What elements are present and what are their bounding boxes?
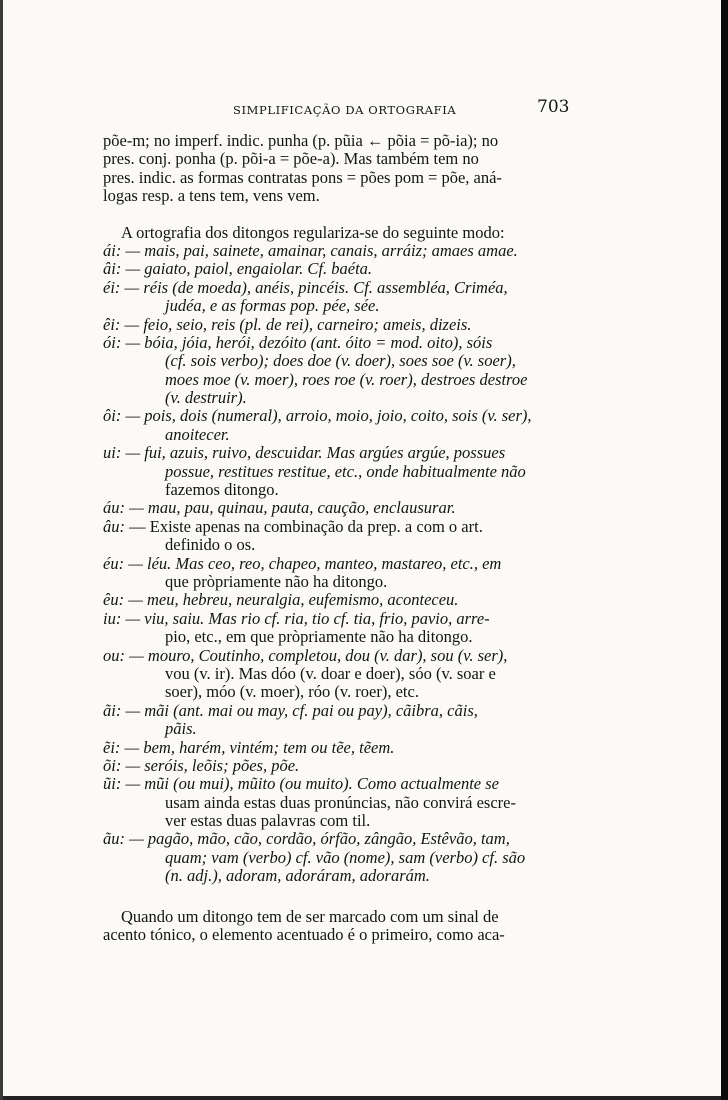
entry-key: ái: [103,240,122,260]
entry-text: fazemos ditongo. [165,480,279,500]
diphthong-entry [103,407,583,444]
entry-key: ui: [103,443,122,463]
page-number: 703 [537,97,570,117]
entry-key: ói: [103,332,122,352]
entry-text: soer), móo (v. moer), róo (v. roer), etc. [165,682,419,702]
diphthong-entry [103,702,583,739]
entry-key: éu: [103,553,125,573]
diphthong-entry [103,242,583,260]
entry-text: — seróis, leõis; pões, põe. [125,755,300,775]
entry-text: pio, etc., em que pròpriamente não ha ditongo. [165,627,473,647]
intro-line: logas resp. a tens tem, vens vem. [103,186,320,206]
diphthong-entry [103,334,583,408]
diphthong-entry [103,279,583,316]
entry-text: — Existe apenas na combinação da prep. a com o art. [129,516,483,536]
entry-key: ou: [103,645,125,665]
entry-key: âi: [103,259,122,279]
entry-key: õi: [103,755,122,775]
header-title: SIMPLIFICAÇÃO DA ORTOGRAFIA [233,103,457,117]
body-text [103,132,583,944]
entry-text: — pois, dois (numeral), arroio, moio, joio, coito, sois (v. ser), [125,406,532,426]
intro-paragraph [103,132,583,206]
entry-text: — mouro, Coutinho, completou, dou (v. dar), sou (v. ser), [129,645,508,665]
closing-paragraph [103,908,583,945]
diphthong-entry [103,591,583,609]
entry-text: vou (v. ir). Mas dóo (v. doar e doer), sóo (v. soar e [165,663,496,683]
entry-key: ôi: [103,406,122,426]
diphthong-entry [103,518,583,555]
closing-line: acento tónico, o elemento acentuado é o primeiro, como aca- [103,925,505,945]
diphthong-entry [103,830,583,885]
entry-text: que pròpriamente não ha ditongo. [165,571,388,591]
entry-key: áu: [103,498,125,518]
entry-text: — pagão, mão, cão, cordão, órfão, zângão, Estêvão, tam, [129,829,510,849]
entry-key: iu: [103,608,122,628]
entry-text: — feio, seio, reis (pl. de rei), carneiro; ameis, dizeis. [124,314,472,334]
entry-key: êu: [103,590,125,610]
entry-key: ũi: [103,774,122,794]
diphthong-entry [103,444,583,499]
diphthong-entry [103,316,583,334]
entry-text: (n. adj.), adoram, adoráram, adorarám. [165,866,430,886]
entry-key: ãu: [103,829,125,849]
entry-text: (cf. sois verbo); does doe (v. doer), soes soe (v. soer), [165,351,516,371]
diphthong-entry [103,260,583,278]
entry-text: quam; vam (verbo) cf. vão (nome), sam (verbo) cf. são [165,847,526,867]
entry-text: — fui, azuis, ruivo, descuidar. Mas argúes argúe, possues [125,443,506,463]
intro-line: pres. conj. ponha (p. põi-a = põe-a). Mas também tem no [103,149,479,169]
intro-line: pres. indic. as formas contratas pons = pões pom = põe, aná- [103,167,502,187]
diphthong-entry [103,757,583,775]
entry-key: éi: [103,277,121,297]
entry-text: — léu. Mas ceo, reo, chapeo, manteo, mastareo, etc., em [128,553,502,573]
entry-key: âu: [103,516,125,536]
entry-text: — mãi (ant. mai ou may, cf. pai ou pay), cãibra, cãis, [125,700,478,720]
diphthong-entry [103,775,583,830]
entry-text: — mũi (ou mui), mũito (ou muito). Como actualmente se [125,774,499,794]
diphthong-entry [103,555,583,592]
entry-key: ãi: [103,700,122,720]
entry-text: pãis. [165,719,197,739]
entry-text: — viu, saiu. Mas rio cf. ria, tio cf. tia, frio, pavio, arre- [125,608,490,628]
entry-text: usam ainda estas duas pronúncias, não convirá escre- [165,792,516,812]
diphthong-list [103,242,583,886]
entry-text: — gaiato, paiol, engaiolar. Cf. baéta. [125,259,373,279]
diphthong-entry [103,610,583,647]
entry-text: (v. destruir). [165,388,247,408]
lead-sentence: A ortografia dos ditongos regulariza-se do seguinte modo: [121,222,505,242]
entry-text: — mais, pai, sainete, amainar, canais, arráiz; amaes amae. [125,240,518,260]
diphthong-entry [103,647,583,702]
diphthong-entry [103,499,583,517]
entry-text: — mau, pau, quinau, pauta, caução, enclausurar. [129,498,456,518]
entry-text: anoitecer. [165,424,230,444]
diphthong-entry [103,739,583,757]
entry-key: ẽi: [103,737,121,757]
entry-text: moes moe (v. moer), roes roe (v. roer), destroes destroe [165,369,528,389]
intro-line: põe-m; no imperf. indic. punha (p. pũia ← põia = põ-ia); no [103,131,499,150]
entry-text: — bem, harém, vintém; tem ou tẽe, tẽem. [124,737,395,757]
entry-text: — bóia, jóia, herói, dezóito (ant. óito = mod. oito), sóis [125,332,493,352]
entry-text: judéa, e as formas pop. pée, sée. [165,296,380,316]
entry-text: definido o os. [165,535,256,555]
entry-text: possue, restitues restitue, etc., onde habitualmente não [165,461,526,481]
entry-text: ver estas duas palavras com til. [165,811,371,831]
closing-line: Quando um ditongo tem de ser marcado com um sinal de [121,906,499,926]
entry-text: — meu, hebreu, neuralgia, eufemismo, aconteceu. [128,590,459,610]
entry-text: — réis (de moeda), anéis, pincéis. Cf. assembléa, Criméa, [124,277,508,297]
entry-key: êi: [103,314,121,334]
